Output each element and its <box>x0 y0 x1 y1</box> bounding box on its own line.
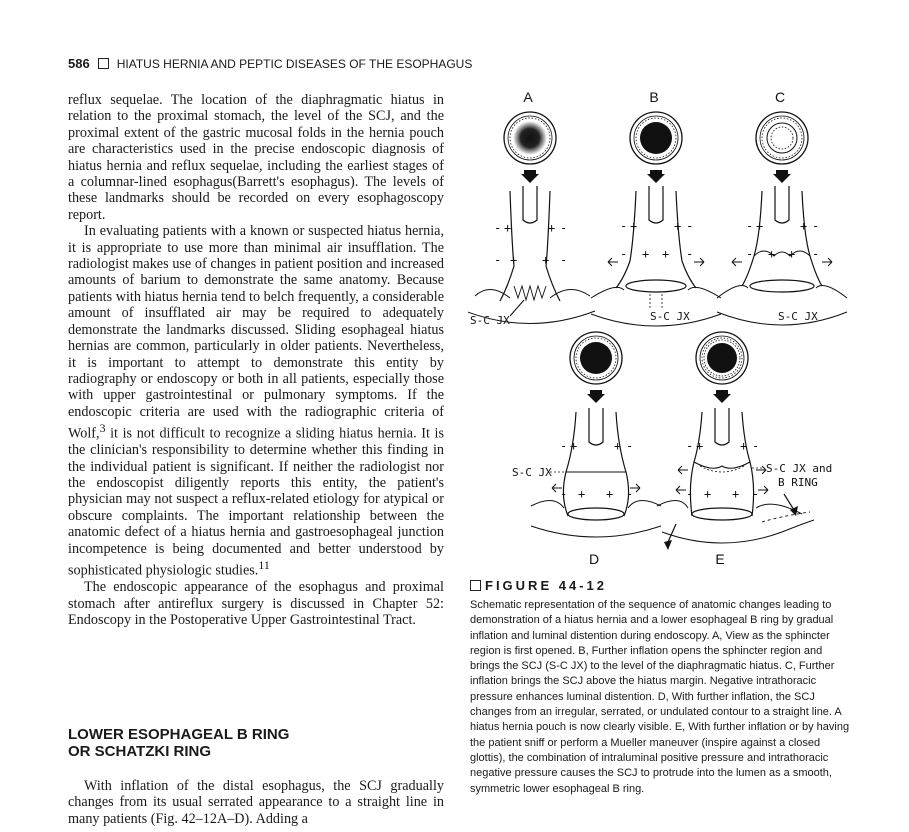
paragraph-2-part-b: it is not difficult to recognize a sliding hiatus hernia. It is the clinician's responsibility to determine whether this finding in the individual patient is significant. If neither the radiologist nor the endoscopist diligently reports this entity, the patient's physician may not suspect a reflux-related etiology for atypical or obscure complaints. The important relationship between the anatomic defect of a hiatus hernia and gastroesophageal junction incompetence is being documented and better understood by sophisticated physiologic studies. <box>68 425 444 579</box>
running-header <box>68 56 528 71</box>
svg-text:-: - <box>752 439 760 453</box>
svg-text:+: + <box>614 439 622 453</box>
panel-label-e: E <box>715 551 725 567</box>
panel-b-drawing <box>591 112 721 326</box>
svg-text:+: + <box>548 221 556 235</box>
svg-text:+: + <box>642 247 650 261</box>
svg-text:-: - <box>686 439 694 453</box>
panel-e-drawing <box>657 332 814 550</box>
svg-text:+: + <box>570 439 578 453</box>
svg-text:+: + <box>768 247 776 261</box>
svg-text:+: + <box>788 247 796 261</box>
svg-text:+: + <box>704 487 712 501</box>
svg-text:-: - <box>620 247 628 261</box>
svg-text:-: - <box>560 487 568 501</box>
svg-text:-: - <box>560 253 568 267</box>
paragraph-2 <box>68 223 444 579</box>
svg-text:-: - <box>686 487 694 501</box>
panel-a-drawing <box>468 112 595 324</box>
figure-label <box>470 578 870 593</box>
svg-text:+: + <box>510 253 518 267</box>
paragraph-4: With inflation of the distal esophagus, the SCJ gradually changes from its usual serrated appearance to a straight line in many patients (Fig. 42–12A–D). Adding a <box>68 778 444 827</box>
svg-text:-: - <box>686 219 694 233</box>
svg-text:-: - <box>812 219 820 233</box>
figure-box-icon <box>470 580 481 591</box>
svg-text:-: - <box>626 439 634 453</box>
figure-number: FIGURE 44-12 <box>485 578 607 593</box>
page-number: 586 <box>68 56 90 71</box>
e-label-line-1: S-C JX and <box>766 462 833 475</box>
svg-text:-: - <box>812 247 820 261</box>
header-box-icon <box>98 58 109 69</box>
svg-text:-: - <box>620 219 628 233</box>
svg-text:-: - <box>494 221 502 235</box>
svg-text:-: - <box>752 487 760 501</box>
sc-label-d: S-C JX <box>512 466 552 479</box>
running-title: HIATUS HERNIA AND PEPTIC DISEASES OF THE ESOPHAGUS <box>116 56 473 71</box>
sc-label-c: S-C JX <box>778 310 818 323</box>
panel-d-drawing <box>531 332 661 537</box>
panel-c-drawing <box>717 112 847 325</box>
svg-text:+: + <box>542 253 550 267</box>
sc-label-a: S-C JX <box>470 314 510 327</box>
svg-text:-: - <box>686 247 694 261</box>
svg-text:+: + <box>578 487 586 501</box>
paragraph-2-part-a: In evaluating patients with a known or suspected hiatus hernia, it is appropriate to use more than minimal air insufflation. The radiologist makes use of changes in patient position and increased amounts of barium to demonstrate the same anatomy. Because patients with hiatus hernia tend to belch frequently, a considerable amount of insufflated air may be required to adequately demonstrate the landmarks discussed. Sliding esophageal hiatus hernias are common, particularly in older patients. Nevertheless, it is important to attempt to demonstrate this entity by radiography or endoscopy or both in all patients, especially those with upper gastrointestinal or pulmonary symptoms. If the endoscopic criteria are used with the radiographic criteria of Wolf, <box>68 223 444 442</box>
svg-text:+: + <box>732 487 740 501</box>
svg-text:+: + <box>674 219 682 233</box>
svg-text:-: - <box>560 221 568 235</box>
panel-label-d: D <box>588 551 600 567</box>
svg-text:-: - <box>626 487 634 501</box>
svg-text:+: + <box>504 221 512 235</box>
svg-text:+: + <box>630 219 638 233</box>
section-heading-line-2: OR SCHATZKI RING <box>68 743 212 760</box>
svg-text:+: + <box>800 219 808 233</box>
svg-text:-: - <box>746 219 754 233</box>
reference-wolf: 3 <box>99 421 106 436</box>
section-heading <box>68 726 444 760</box>
paragraph-3: The endoscopic appearance of the esophagus and proximal stomach after antireflux surgery is discussed in Chapter 52: Endoscopy in the Postoperative Upper Gastrointestinal Tract. <box>68 579 444 629</box>
e-label-line-2: B RING <box>778 476 818 489</box>
svg-text:+: + <box>740 439 748 453</box>
panel-label-c: C <box>774 89 786 105</box>
sc-label-b: S-C JX <box>650 310 690 323</box>
paragraph-1: reflux sequelae. The location of the diaphragmatic hiatus in relation to the proximal stomach, the level of the SCJ, and the proximal extent of the gastric mucosal folds in the hernia pouch are characteristics used in the precise endoscopic diagnosis of hiatus hernia and reflux sequelae, including the earliest stages of a columnar-lined esophagus(Barrett's esophagus). The levels of these landmarks should be recorded on every esophagoscopy report. <box>68 92 444 223</box>
svg-text:+: + <box>756 219 764 233</box>
svg-text:-: - <box>746 247 754 261</box>
figure-caption: Schematic representation of the sequence of anatomic changes leading to demonstration of a hiatus hernia and a lower esophageal B ring by gradual inflation and luminal distention during endoscopy. A, View as the sphincter region is first opened. B, Further inflation opens the sphincter region and brings the SCJ (S-C JX) to the level of the diaphragmatic hiatus. C, Further inflation brings the SCJ above the hiatus margin. Negative intrathoracic pressure enhances luminal distention. D, With further inflation, the SCJ changes from an irregular, serrated, or undulated contour to a straight line. A hiatus hernia pouch is now clearly visible. E, With further inflation or by having the patient sniff or perform a Mueller maneuver (inspire against a closed glottis), the combination of intraluminal positive pressure and intrathoracic negative pressure causes the SCJ to protrude into the lumen as a smooth, symmetric lower esophageal B ring. <box>470 599 850 795</box>
panel-label-a: A <box>523 89 533 105</box>
section-heading-line-1: LOWER ESOPHAGEAL B RING <box>68 726 290 743</box>
svg-text:-: - <box>494 253 502 267</box>
body-text-column <box>68 92 444 628</box>
figure-illustration <box>468 86 868 576</box>
panel-label-b: B <box>649 89 659 105</box>
svg-text:+: + <box>696 439 704 453</box>
svg-text:+: + <box>662 247 670 261</box>
svg-text:+: + <box>606 487 614 501</box>
svg-text:-: - <box>560 439 568 453</box>
reference-physiologic: 11 <box>258 558 270 573</box>
